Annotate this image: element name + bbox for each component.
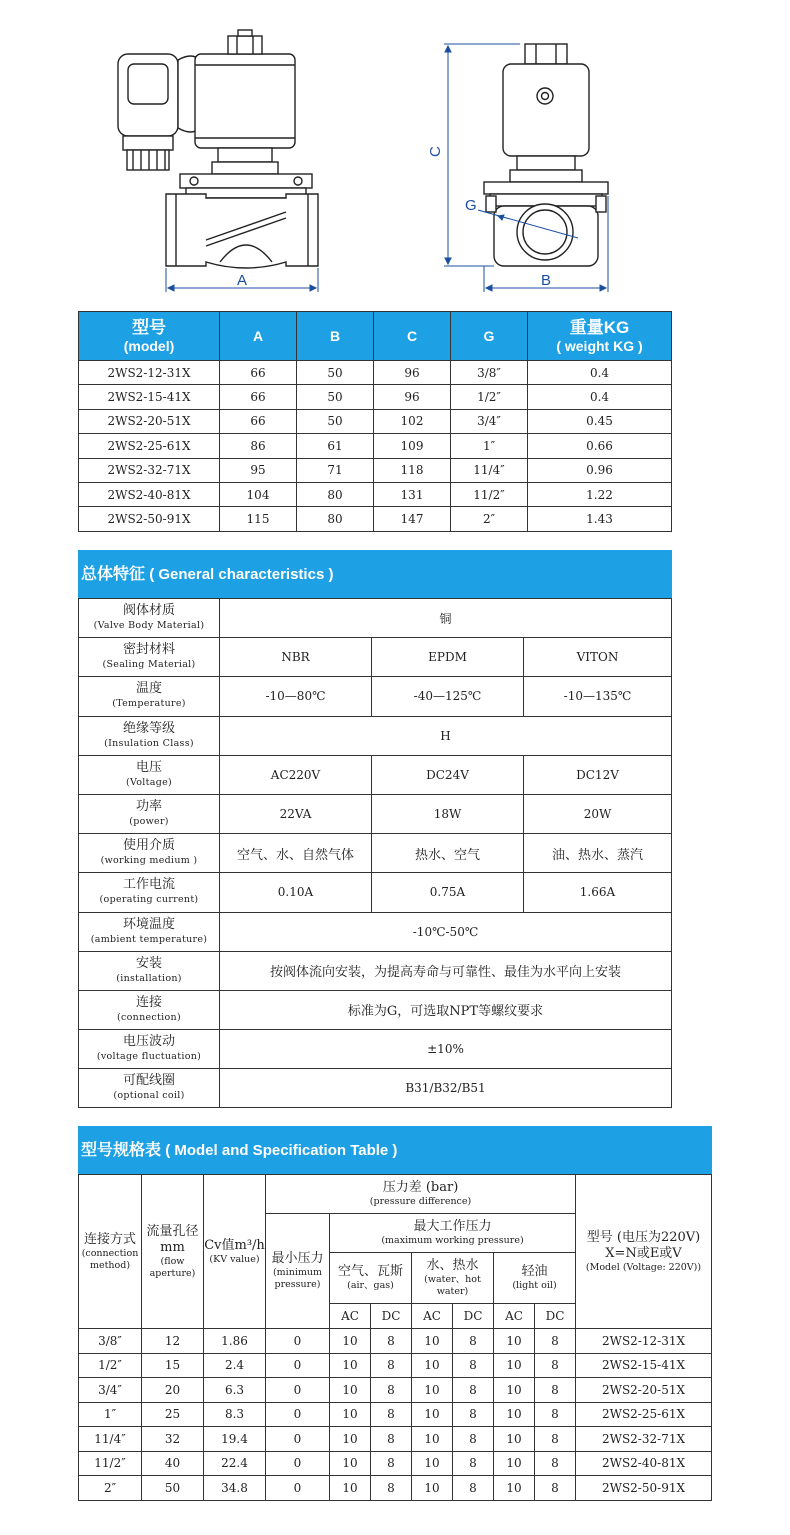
cell-connection: 1/2″ bbox=[79, 1353, 142, 1378]
header-zh: 最小压力 bbox=[271, 1251, 324, 1266]
cell-g: 3/4″ bbox=[451, 409, 528, 433]
value-temperature-1: -10—80℃ bbox=[220, 677, 372, 716]
label-en: (Insulation Class) bbox=[104, 737, 194, 749]
cell-c: 131 bbox=[374, 482, 451, 506]
cell-b: 50 bbox=[297, 385, 374, 409]
row-medium bbox=[79, 834, 672, 873]
header-model-zh: 型号 bbox=[132, 318, 166, 337]
table-row bbox=[79, 1378, 712, 1403]
label-zh: 环境温度 bbox=[122, 916, 175, 932]
dim-label-g: G bbox=[465, 197, 477, 214]
cell-water-dc: 8 bbox=[453, 1476, 494, 1501]
label-en: (optional coil) bbox=[113, 1090, 185, 1102]
value-current-2: 0.75A bbox=[372, 873, 524, 912]
header-water-ac: AC bbox=[412, 1304, 453, 1329]
header-zh: Cv值m³/h bbox=[204, 1237, 265, 1253]
cell-water-ac: 10 bbox=[412, 1476, 453, 1501]
header-c: C bbox=[374, 312, 451, 361]
label-en: (installation) bbox=[116, 972, 182, 984]
cell-b: 80 bbox=[297, 482, 374, 506]
cell-air-dc: 8 bbox=[371, 1378, 412, 1403]
label-zh: 绝缘等级 bbox=[122, 720, 175, 736]
value-body-material: 铜 bbox=[220, 599, 672, 638]
header-x: X=N或E或V bbox=[605, 1245, 682, 1261]
header-zh: 压力差 (bar) bbox=[382, 1180, 459, 1195]
dim-label-a: A bbox=[237, 272, 248, 289]
table-row bbox=[79, 434, 672, 458]
header-en: (water、hot water) bbox=[424, 1274, 481, 1297]
header-model bbox=[79, 312, 220, 361]
cell-a: 95 bbox=[220, 458, 297, 482]
header-en: (flow aperture) bbox=[149, 1255, 196, 1279]
spec-table bbox=[78, 1174, 712, 1501]
cell-weight: 1.43 bbox=[528, 507, 672, 531]
cell-c: 102 bbox=[374, 409, 451, 433]
cell-oil-dc: 8 bbox=[535, 1402, 576, 1427]
label-zh: 连接 bbox=[135, 994, 162, 1010]
row-ambient bbox=[79, 912, 672, 951]
label-zh: 电压 bbox=[135, 759, 162, 775]
label-installation bbox=[79, 951, 220, 990]
label-en: (voltage fluctuation) bbox=[96, 1051, 202, 1063]
spec-title-en: ( Model and Specification Table ) bbox=[165, 1142, 398, 1159]
header-en: (Model (Voltage: 220V)) bbox=[585, 1261, 702, 1273]
cell-weight: 1.22 bbox=[528, 482, 672, 506]
cell-air-ac: 10 bbox=[330, 1402, 371, 1427]
cell-water-ac: 10 bbox=[412, 1329, 453, 1354]
cell-air-dc: 8 bbox=[371, 1476, 412, 1501]
header-b: B bbox=[297, 312, 374, 361]
value-installation: 按阀体流向安装，为提高寿命与可靠性、最佳为水平向上安装 bbox=[220, 951, 672, 990]
cell-model: 2WS2-50-91X bbox=[79, 507, 220, 531]
cell-weight: 0.96 bbox=[528, 458, 672, 482]
header-water-dc: DC bbox=[453, 1304, 494, 1329]
label-en: (Voltage) bbox=[125, 776, 173, 788]
cell-min: 0 bbox=[266, 1353, 330, 1378]
cell-min: 0 bbox=[266, 1476, 330, 1501]
cell-cv: 34.8 bbox=[204, 1476, 266, 1501]
table-row bbox=[79, 385, 672, 409]
value-current-3: 1.66A bbox=[524, 873, 672, 912]
cell-oil-ac: 10 bbox=[494, 1451, 535, 1476]
cell-c: 109 bbox=[374, 434, 451, 458]
cell-connection: 3/4″ bbox=[79, 1378, 142, 1403]
table-row bbox=[79, 507, 672, 531]
cell-min: 0 bbox=[266, 1329, 330, 1354]
row-power bbox=[79, 794, 672, 833]
cell-a: 115 bbox=[220, 507, 297, 531]
label-zh: 电压波动 bbox=[122, 1034, 175, 1050]
value-power-3: 20W bbox=[524, 794, 672, 833]
header-connection-method bbox=[79, 1175, 142, 1329]
header-zh: 水、热水 bbox=[426, 1258, 479, 1273]
cell-g: 2″ bbox=[451, 507, 528, 531]
spec-table-heading bbox=[78, 1126, 712, 1174]
cell-a: 66 bbox=[220, 409, 297, 433]
header-a: A bbox=[220, 312, 297, 361]
cell-a: 86 bbox=[220, 434, 297, 458]
cell-c: 147 bbox=[374, 507, 451, 531]
header-en: (maximum working pressure) bbox=[381, 1235, 524, 1246]
valve-front-view bbox=[484, 44, 608, 266]
cell-model: 2WS2-25-61X bbox=[79, 434, 220, 458]
label-zh: 安装 bbox=[135, 955, 162, 971]
cell-model: 2WS2-15-41X bbox=[576, 1353, 712, 1378]
cell-model: 2WS2-20-51X bbox=[79, 409, 220, 433]
cell-a: 66 bbox=[220, 361, 297, 385]
cell-connection: 2″ bbox=[79, 1476, 142, 1501]
value-coil: B31/B32/B51 bbox=[220, 1069, 672, 1108]
cell-model: 2WS2-40-81X bbox=[79, 482, 220, 506]
cell-b: 61 bbox=[297, 434, 374, 458]
cell-oil-dc: 8 bbox=[535, 1353, 576, 1378]
cell-min: 0 bbox=[266, 1402, 330, 1427]
header-cv-value bbox=[204, 1175, 266, 1329]
value-sealing-3: VITON bbox=[524, 638, 672, 677]
cell-oil-dc: 8 bbox=[535, 1329, 576, 1354]
cell-model: 2WS2-12-31X bbox=[79, 361, 220, 385]
header-oil-ac: AC bbox=[494, 1304, 535, 1329]
label-zh: 使用介质 bbox=[122, 838, 175, 854]
cell-air-ac: 10 bbox=[330, 1329, 371, 1354]
label-current bbox=[79, 873, 220, 912]
header-max-pressure bbox=[330, 1214, 576, 1253]
dimension-table bbox=[78, 311, 672, 532]
row-temperature bbox=[79, 677, 672, 716]
spec-title-zh: 型号规格表 bbox=[81, 1142, 162, 1159]
label-zh: 工作电流 bbox=[122, 877, 175, 893]
cell-b: 50 bbox=[297, 361, 374, 385]
cell-connection: 11/4″ bbox=[79, 1427, 142, 1452]
label-zh: 功率 bbox=[135, 799, 162, 815]
valve-technical-drawing bbox=[0, 0, 790, 300]
general-characteristics-table bbox=[78, 598, 672, 1108]
row-voltage bbox=[79, 755, 672, 794]
value-medium-3: 油、热水、蒸汽 bbox=[524, 834, 672, 873]
header-water bbox=[412, 1253, 494, 1304]
cell-water-ac: 10 bbox=[412, 1427, 453, 1452]
header-zh: 最大工作压力 bbox=[413, 1219, 492, 1234]
dim-label-c: C bbox=[427, 146, 444, 157]
label-medium bbox=[79, 834, 220, 873]
table-row bbox=[79, 1451, 712, 1476]
cell-b: 80 bbox=[297, 507, 374, 531]
cell-oil-ac: 10 bbox=[494, 1353, 535, 1378]
row-current bbox=[79, 873, 672, 912]
header-weight bbox=[528, 312, 672, 361]
cell-air-dc: 8 bbox=[371, 1402, 412, 1427]
cell-water-ac: 10 bbox=[412, 1378, 453, 1403]
label-fluctuation bbox=[79, 1030, 220, 1069]
cell-oil-dc: 8 bbox=[535, 1476, 576, 1501]
label-en: (operating current) bbox=[99, 894, 199, 906]
label-power bbox=[79, 794, 220, 833]
cell-g: 11/4″ bbox=[451, 458, 528, 482]
valve-side-view bbox=[118, 30, 318, 268]
table-row bbox=[79, 1402, 712, 1427]
cell-air-ac: 10 bbox=[330, 1378, 371, 1403]
label-temperature bbox=[79, 677, 220, 716]
value-voltage-3: DC12V bbox=[524, 755, 672, 794]
value-ambient: -10℃-50℃ bbox=[220, 912, 672, 951]
table-row bbox=[79, 1476, 712, 1501]
header-min-pressure bbox=[266, 1214, 330, 1329]
header-model-en: (model) bbox=[123, 338, 175, 354]
value-power-1: 22VA bbox=[220, 794, 372, 833]
header-en: (minimum pressure) bbox=[272, 1267, 323, 1290]
cell-connection: 3/8″ bbox=[79, 1329, 142, 1354]
cell-air-dc: 8 bbox=[371, 1329, 412, 1354]
table-row bbox=[79, 409, 672, 433]
value-power-2: 18W bbox=[372, 794, 524, 833]
label-zh: 温度 bbox=[135, 681, 162, 697]
cell-connection: 1″ bbox=[79, 1402, 142, 1427]
cell-water-ac: 10 bbox=[412, 1353, 453, 1378]
cell-water-dc: 8 bbox=[453, 1451, 494, 1476]
row-insulation bbox=[79, 716, 672, 755]
cell-oil-ac: 10 bbox=[494, 1402, 535, 1427]
cell-air-dc: 8 bbox=[371, 1451, 412, 1476]
cell-weight: 0.4 bbox=[528, 361, 672, 385]
cell-b: 71 bbox=[297, 458, 374, 482]
cell-g: 11/2″ bbox=[451, 482, 528, 506]
cell-oil-dc: 8 bbox=[535, 1378, 576, 1403]
row-sealing bbox=[79, 638, 672, 677]
header-light-oil bbox=[494, 1253, 576, 1304]
value-temperature-3: -10—135℃ bbox=[524, 677, 672, 716]
label-ambient bbox=[79, 912, 220, 951]
table-row bbox=[79, 1427, 712, 1452]
cell-model: 2WS2-25-61X bbox=[576, 1402, 712, 1427]
cell-min: 0 bbox=[266, 1378, 330, 1403]
header-zh: 轻油 bbox=[521, 1264, 548, 1279]
cell-b: 50 bbox=[297, 409, 374, 433]
header-model bbox=[576, 1175, 712, 1329]
cell-flow: 12 bbox=[142, 1329, 204, 1354]
cell-g: 1/2″ bbox=[451, 385, 528, 409]
label-en: (Temperature) bbox=[112, 698, 186, 710]
value-sealing-1: NBR bbox=[220, 638, 372, 677]
cell-oil-dc: 8 bbox=[535, 1451, 576, 1476]
label-zh: 可配线圈 bbox=[122, 1073, 175, 1089]
cell-c: 96 bbox=[374, 361, 451, 385]
label-insulation bbox=[79, 716, 220, 755]
cell-model: 2WS2-32-71X bbox=[79, 458, 220, 482]
cell-connection: 11/2″ bbox=[79, 1451, 142, 1476]
value-medium-1: 空气、水、自然气体 bbox=[220, 834, 372, 873]
header-zh: 连接方式 bbox=[83, 1231, 136, 1247]
row-coil bbox=[79, 1069, 672, 1108]
cell-model: 2WS2-12-31X bbox=[576, 1329, 712, 1354]
label-sealing bbox=[79, 638, 220, 677]
row-body-material bbox=[79, 599, 672, 638]
row-fluctuation bbox=[79, 1030, 672, 1069]
header-zh: 流量孔径mm bbox=[146, 1223, 199, 1255]
value-sealing-2: EPDM bbox=[372, 638, 524, 677]
cell-g: 1″ bbox=[451, 434, 528, 458]
value-voltage-2: DC24V bbox=[372, 755, 524, 794]
label-zh: 阀体材质 bbox=[122, 603, 175, 619]
cell-weight: 0.66 bbox=[528, 434, 672, 458]
label-en: (working medium ) bbox=[100, 855, 198, 867]
cell-weight: 0.45 bbox=[528, 409, 672, 433]
cell-model: 2WS2-15-41X bbox=[79, 385, 220, 409]
dim-label-b: B bbox=[541, 272, 552, 289]
cell-water-ac: 10 bbox=[412, 1402, 453, 1427]
cell-model: 2WS2-50-91X bbox=[576, 1476, 712, 1501]
header-en: (light oil) bbox=[512, 1280, 557, 1291]
cell-air-ac: 10 bbox=[330, 1427, 371, 1452]
cell-model: 2WS2-20-51X bbox=[576, 1378, 712, 1403]
header-en: (pressure difference) bbox=[369, 1196, 472, 1207]
cell-cv: 1.86 bbox=[204, 1329, 266, 1354]
table-row bbox=[79, 1353, 712, 1378]
cell-weight: 0.4 bbox=[528, 385, 672, 409]
row-installation bbox=[79, 951, 672, 990]
cell-oil-ac: 10 bbox=[494, 1378, 535, 1403]
label-body-material bbox=[79, 599, 220, 638]
value-temperature-2: -40—125℃ bbox=[372, 677, 524, 716]
header-pressure-difference bbox=[266, 1175, 576, 1214]
value-fluctuation: ±10% bbox=[220, 1030, 672, 1069]
header-zh: 空气、瓦斯 bbox=[337, 1264, 403, 1279]
cell-cv: 6.3 bbox=[204, 1378, 266, 1403]
cell-g: 3/8″ bbox=[451, 361, 528, 385]
cell-air-ac: 10 bbox=[330, 1451, 371, 1476]
value-connection: 标准为G，可选取NPT等螺纹要求 bbox=[220, 990, 672, 1029]
label-connection bbox=[79, 990, 220, 1029]
cell-water-dc: 8 bbox=[453, 1329, 494, 1354]
cell-c: 96 bbox=[374, 385, 451, 409]
cell-air-ac: 10 bbox=[330, 1476, 371, 1501]
label-en: (power) bbox=[129, 816, 169, 828]
cell-flow: 15 bbox=[142, 1353, 204, 1378]
header-air-dc: DC bbox=[371, 1304, 412, 1329]
cell-oil-ac: 10 bbox=[494, 1329, 535, 1354]
label-voltage bbox=[79, 755, 220, 794]
header-en: (air、gas) bbox=[347, 1280, 394, 1291]
label-en: (connection) bbox=[117, 1011, 181, 1023]
cell-flow: 50 bbox=[142, 1476, 204, 1501]
cell-water-dc: 8 bbox=[453, 1402, 494, 1427]
cell-a: 66 bbox=[220, 385, 297, 409]
cell-cv: 2.4 bbox=[204, 1353, 266, 1378]
value-insulation: H bbox=[220, 716, 672, 755]
label-en: (Valve Body Material) bbox=[93, 620, 205, 632]
cell-a: 104 bbox=[220, 482, 297, 506]
header-zh: 型号 (电压为220V) bbox=[586, 1229, 701, 1245]
cell-oil-ac: 10 bbox=[494, 1427, 535, 1452]
cell-cv: 8.3 bbox=[204, 1402, 266, 1427]
cell-flow: 40 bbox=[142, 1451, 204, 1476]
cell-oil-dc: 8 bbox=[535, 1427, 576, 1452]
general-characteristics-heading bbox=[78, 550, 672, 598]
cell-c: 118 bbox=[374, 458, 451, 482]
cell-flow: 25 bbox=[142, 1402, 204, 1427]
general-title-en: ( General characteristics ) bbox=[149, 566, 334, 583]
row-connection bbox=[79, 990, 672, 1029]
label-zh: 密封材料 bbox=[122, 642, 175, 658]
value-medium-2: 热水、空气 bbox=[372, 834, 524, 873]
cell-water-dc: 8 bbox=[453, 1427, 494, 1452]
cell-model: 2WS2-32-71X bbox=[576, 1427, 712, 1452]
cell-air-dc: 8 bbox=[371, 1353, 412, 1378]
value-current-1: 0.10A bbox=[220, 873, 372, 912]
cell-water-dc: 8 bbox=[453, 1353, 494, 1378]
cell-oil-ac: 10 bbox=[494, 1476, 535, 1501]
table-row bbox=[79, 482, 672, 506]
header-flow-aperture bbox=[142, 1175, 204, 1329]
table-row bbox=[79, 1329, 712, 1354]
label-en: (Sealing Material) bbox=[102, 659, 196, 671]
table-row bbox=[79, 361, 672, 385]
header-oil-dc: DC bbox=[535, 1304, 576, 1329]
cell-water-ac: 10 bbox=[412, 1451, 453, 1476]
header-air-gas bbox=[330, 1253, 412, 1304]
header-air-ac: AC bbox=[330, 1304, 371, 1329]
header-weight-en: ( weight KG ) bbox=[556, 338, 643, 354]
table-row bbox=[79, 458, 672, 482]
cell-air-ac: 10 bbox=[330, 1353, 371, 1378]
value-voltage-1: AC220V bbox=[220, 755, 372, 794]
header-en: (KV value) bbox=[209, 1253, 260, 1265]
label-coil bbox=[79, 1069, 220, 1108]
label-en: (ambient temperature) bbox=[90, 933, 208, 945]
cell-cv: 19.4 bbox=[204, 1427, 266, 1452]
cell-min: 0 bbox=[266, 1427, 330, 1452]
cell-flow: 20 bbox=[142, 1378, 204, 1403]
cell-air-dc: 8 bbox=[371, 1427, 412, 1452]
header-g: G bbox=[451, 312, 528, 361]
cell-model: 2WS2-40-81X bbox=[576, 1451, 712, 1476]
cell-flow: 32 bbox=[142, 1427, 204, 1452]
header-weight-zh: 重量KG bbox=[569, 318, 630, 337]
cell-min: 0 bbox=[266, 1451, 330, 1476]
cell-water-dc: 8 bbox=[453, 1378, 494, 1403]
cell-cv: 22.4 bbox=[204, 1451, 266, 1476]
general-title-zh: 总体特征 bbox=[81, 566, 146, 583]
header-en: (connection method) bbox=[81, 1247, 139, 1271]
